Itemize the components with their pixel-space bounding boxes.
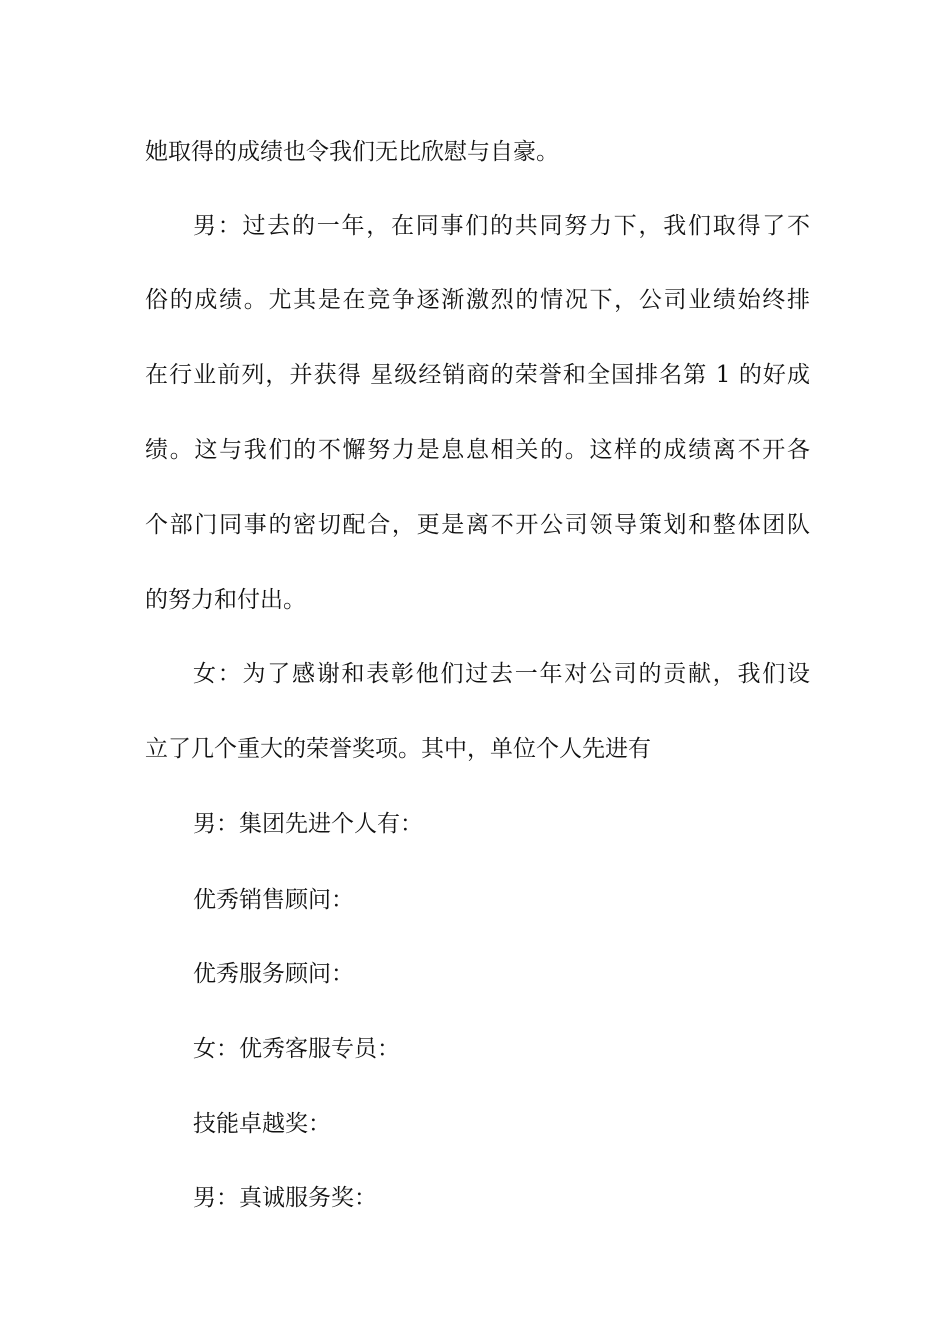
text-line-10: 男：集团先进个人有： <box>193 811 423 837</box>
text-line-14: 技能卓越奖： <box>193 1111 331 1137</box>
text-line-4: 在行业前列，并获得 星级经销商的荣誉和全国排名第 1 的好成 <box>145 362 810 388</box>
text-line-13: 女：优秀客服专员： <box>193 1036 400 1062</box>
text-line-6: 个部门同事的密切配合，更是离不开公司领导策划和整体团队 <box>145 512 810 538</box>
text-line-15: 男：真诚服务奖： <box>193 1185 377 1211</box>
text-line-5: 绩。这与我们的不懈努力是息息相关的。这样的成绩离不开各 <box>145 437 810 463</box>
text-line-2: 男：过去的一年，在同事们的共同努力下，我们取得了不 <box>193 213 810 239</box>
text-line-3: 俗的成绩。尤其是在竞争逐渐激烈的情况下，公司业绩始终排 <box>145 287 810 313</box>
text-line-12: 优秀服务顾问： <box>193 961 354 987</box>
text-line-1: 她取得的成绩也令我们无比欣慰与自豪。 <box>145 139 559 165</box>
text-line-11: 优秀销售顾问： <box>193 887 354 913</box>
text-line-8: 女：为了感谢和表彰他们过去一年对公司的贡献，我们设 <box>193 661 810 687</box>
text-line-9: 立了几个重大的荣誉奖项。其中，单位个人先进有 <box>145 736 651 762</box>
text-line-7: 的努力和付出。 <box>145 587 306 613</box>
